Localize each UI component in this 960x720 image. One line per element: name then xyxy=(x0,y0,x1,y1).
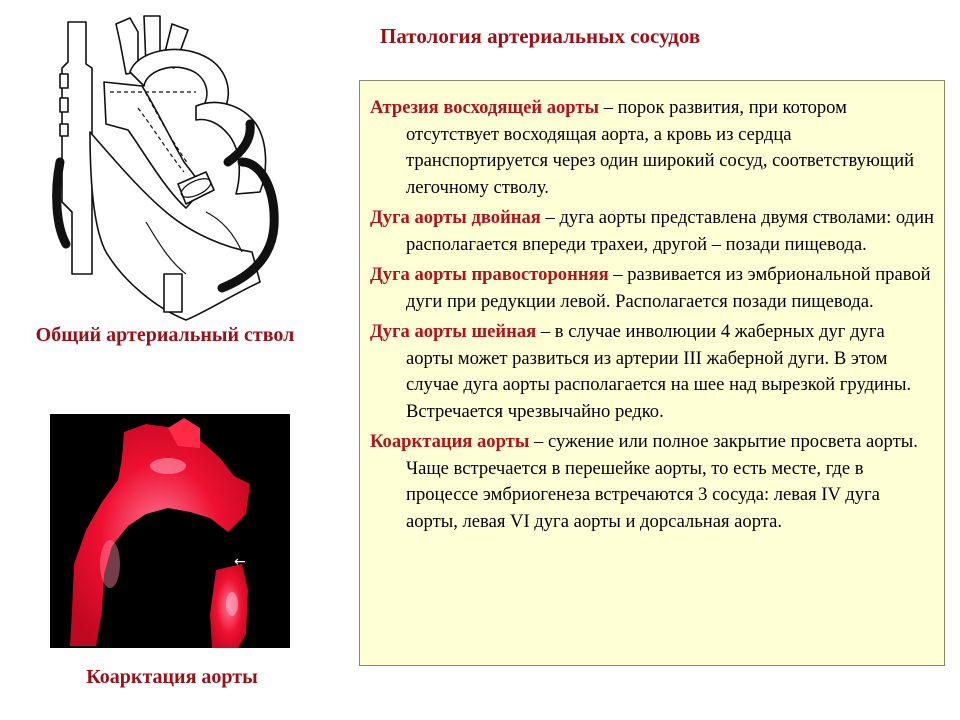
definition-entry xyxy=(370,429,934,535)
definition-term: Атрезия восходящей аорты xyxy=(370,97,600,118)
angiogram-svg xyxy=(50,414,290,648)
definition-text: – развивается из эмбриональной правой дуги при редукции левой. Располагается позади пищевода. xyxy=(406,264,931,312)
definition-term: Дуга аорты правосторонняя xyxy=(370,264,609,285)
slide-title: Патология артериальных сосудов xyxy=(380,24,701,48)
heart-diagram-illustration xyxy=(46,12,302,324)
definition-entry xyxy=(370,262,934,315)
definition-entry xyxy=(370,95,934,201)
definition-text: – сужение или полное закрытие просвета аорты. Чаще встречается в перешейке аорты, то есть месте, где в процессе эмбриогенеза встречаются 3 сосуда: левая IV дуга аорты, левая VI дуга аорты и дорсальная аорта. xyxy=(406,431,918,532)
definition-entry xyxy=(370,319,934,425)
definition-entry xyxy=(370,205,934,258)
coarctation-caption: Коарктация аорты xyxy=(86,666,258,688)
definitions-text-box xyxy=(359,80,945,666)
definition-term: Коарктация аорты xyxy=(370,431,530,452)
definition-text: – порок развития, при котором отсутствует восходящая аорта, а кровь из сердца транспортируется через один широкий сосуд, соответствующий легочному стволу. xyxy=(406,97,915,198)
definition-term: Дуга аорты двойная xyxy=(370,207,541,228)
coarctation-angiogram-image xyxy=(50,414,290,648)
definition-text: – в случае инволюции 4 жаберных дуг дуга аорты может развиться из артерии III жаберной дуги. В этом случае дуга аорты располагается на шее над вырезкой грудины. Встречается чрезвычайно редко. xyxy=(406,321,912,422)
definition-text: – дуга аорты представлена двумя стволами: один располагается впереди трахеи, другой – позади пищевода. xyxy=(406,207,935,255)
heart-diagram-caption: Общий артериальный ствол xyxy=(35,324,295,346)
coarctation-arrow-icon: ← xyxy=(234,554,246,570)
definition-term: Дуга аорты шейная xyxy=(370,321,537,342)
